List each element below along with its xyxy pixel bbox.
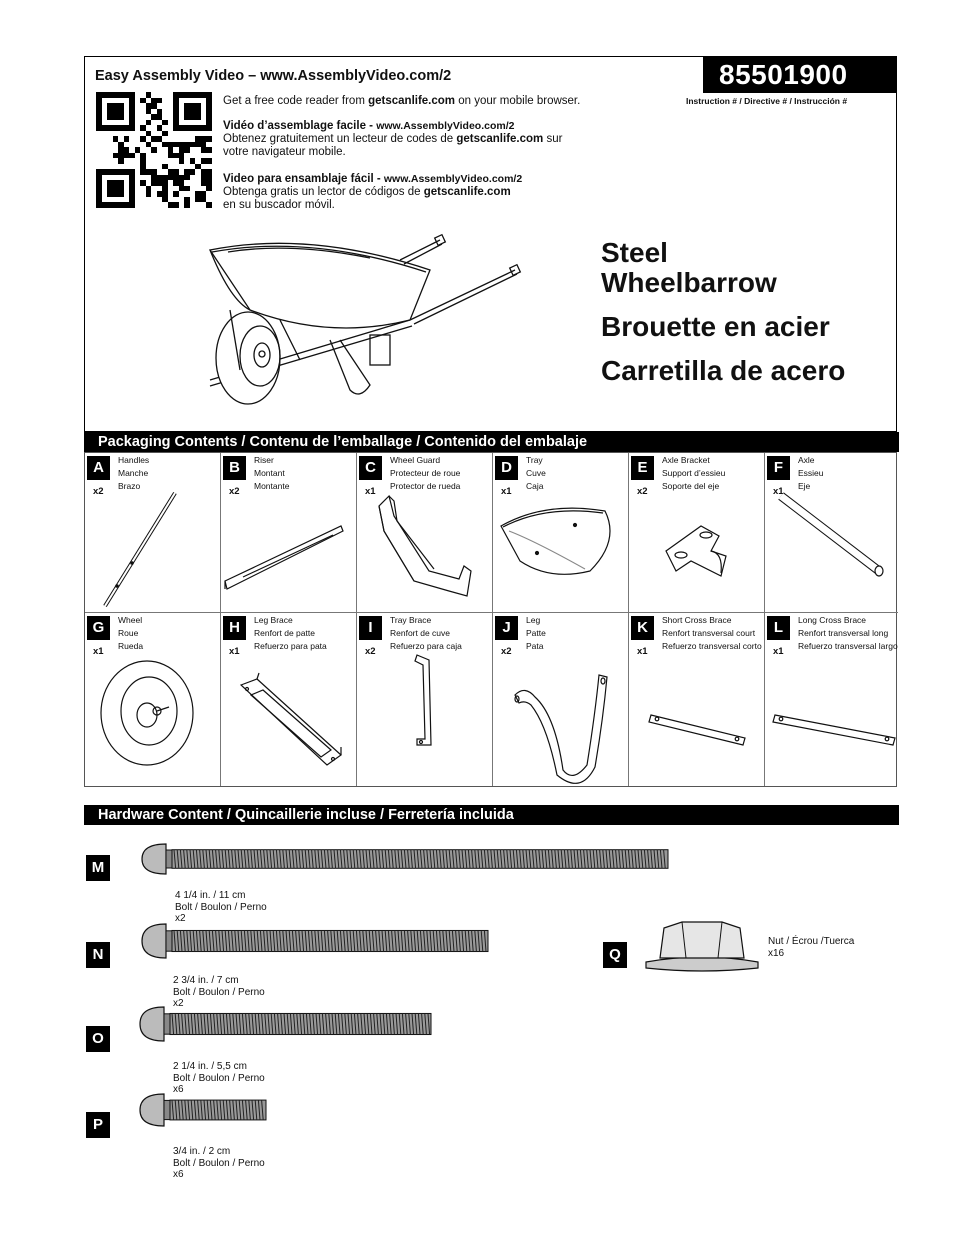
title-spanish: Carretilla de acero [601, 355, 846, 386]
part-letter: G [87, 616, 110, 640]
bolt-size: 2 3/4 in. / 7 cm [173, 975, 239, 986]
part-cell-b [221, 453, 357, 613]
part-a-drawing [87, 481, 217, 611]
nut-desc: Nut / Écrou /Tuerca [768, 936, 855, 947]
part-cell-l [765, 613, 898, 786]
part-quantity: x1 [773, 646, 784, 657]
part-name-line: Tray Brace [390, 615, 432, 625]
part-letter: F [767, 456, 790, 480]
part-cell-h [221, 613, 357, 786]
hardware-letter-q: Q [603, 942, 627, 968]
part-letter: A [87, 456, 110, 480]
part-quantity: x1 [93, 646, 104, 657]
part-name-line: Rueda [118, 641, 144, 651]
part-name-line: Pata [526, 641, 544, 651]
part-letter: E [631, 456, 654, 480]
part-cell-e [629, 453, 765, 613]
part-name-line: Roue [118, 628, 139, 638]
wheelbarrow-illustration [190, 230, 525, 410]
part-quantity: x1 [365, 486, 376, 497]
qr-code-icon[interactable] [96, 92, 212, 208]
part-name-line: Brazo [118, 481, 141, 491]
part-name-line: Long Cross Brace [798, 615, 867, 625]
bolt-qty: x2 [173, 998, 184, 1009]
english-scan-text: Get a free code reader from getscanlife.com on your mobile browser. [223, 95, 581, 107]
part-k-drawing [631, 635, 761, 785]
part-name-line: Eje [798, 481, 811, 491]
part-cell-f [765, 453, 898, 613]
part-j-drawing [495, 635, 625, 785]
instruction-label: Instruction # / Directive # / Instrucción # [686, 96, 848, 106]
bolt-size: 4 1/4 in. / 11 cm [175, 890, 246, 901]
part-i-drawing [359, 635, 489, 785]
part-quantity: x2 [229, 486, 240, 497]
part-cell-a [85, 453, 221, 613]
product-titles [601, 238, 845, 386]
hardware-letter-p: P [86, 1112, 110, 1138]
part-e-drawing [631, 481, 761, 611]
bolt-n-drawing [140, 920, 490, 962]
bolt-p-drawing [138, 1090, 268, 1130]
part-name-line: Support d’essieu [662, 468, 726, 478]
part-quantity: x2 [501, 646, 512, 657]
part-name-line: Renfort transversal court [662, 628, 756, 638]
hardware-letter-o: O [86, 1026, 110, 1052]
bolt-desc: Bolt / Boulon / Perno [173, 986, 265, 998]
part-cell-c [357, 453, 493, 613]
part-letter: H [223, 616, 246, 640]
bolt-o-drawing [138, 1003, 433, 1045]
hardware-heading: Hardware Content / Quincaillerie incluse / Ferretería incluida [84, 805, 899, 825]
part-name-line: Handles [118, 455, 150, 465]
part-name-line: Refuerzo para caja [390, 641, 462, 651]
part-l-drawing [767, 635, 897, 785]
part-quantity: x1 [229, 646, 240, 657]
french-scan-text: Vidéo d’assemblage facile - www.AssemblyVideo.com/2 Obtenez gratuitement un lecteur de codes de getscanlife.com sur votre navigateur mobile. [223, 120, 563, 158]
part-number: 85501900 [703, 57, 897, 93]
bolt-qty: x6 [173, 1084, 184, 1095]
nut-label [768, 936, 854, 959]
bolt-size: 2 1/4 in. / 5,5 cm [173, 1061, 247, 1072]
part-d-drawing [495, 481, 625, 611]
part-name-line: Axle [798, 455, 815, 465]
bolt-qty: x2 [175, 913, 186, 924]
nut-drawing [642, 918, 762, 974]
part-c-drawing [359, 481, 489, 611]
part-name-line: Essieu [798, 468, 824, 478]
video-title[interactable]: Easy Assembly Video – www.AssemblyVideo.com/2 [95, 68, 452, 84]
part-cell-j [493, 613, 629, 786]
part-letter: J [495, 616, 518, 640]
hardware-letter-n: N [86, 942, 110, 968]
part-b-drawing [223, 481, 353, 611]
part-name-line: Montante [254, 481, 290, 491]
part-name-line: Refuerzo transversal corto [662, 641, 762, 651]
title-french: Brouette en acier [601, 311, 830, 342]
part-quantity: x2 [637, 486, 648, 497]
part-name-line: Riser [254, 455, 274, 465]
bolt-qty: x6 [173, 1169, 184, 1180]
part-name-line: Wheel Guard [390, 455, 441, 465]
part-name-line: Renfort transversal long [798, 628, 889, 638]
bolt-m-drawing [140, 840, 670, 878]
hardware-letter-m: M [86, 855, 110, 881]
part-h-drawing [223, 635, 353, 785]
part-name-line: Protecteur de roue [390, 468, 461, 478]
part-name-line: Protector de rueda [390, 481, 461, 491]
part-name-line: Manche [118, 468, 149, 478]
part-letter: K [631, 616, 654, 640]
bolt-desc: Bolt / Boulon / Perno [175, 901, 267, 913]
part-name-line: Leg [526, 615, 541, 625]
part-letter: I [359, 616, 382, 640]
part-name-line: Patte [526, 628, 546, 638]
part-cell-d [493, 453, 629, 613]
title-english-line1: Steel [601, 237, 668, 268]
part-cell-k [629, 613, 765, 786]
spanish-scan-text: Video para ensamblaje fácil - www.AssemblyVideo.com/2 Obtenga gratis un lector de códigos de getscanlife.com en su buscador móvil. [223, 173, 523, 211]
part-name-line: Wheel [118, 615, 143, 625]
part-name-line: Renfort de patte [254, 628, 315, 638]
part-name-line: Soporte del eje [662, 481, 720, 491]
nut-qty: x16 [768, 947, 785, 959]
part-letter: C [359, 456, 382, 480]
bolt-size: 3/4 in. / 2 cm [173, 1146, 231, 1157]
part-letter: D [495, 456, 518, 480]
part-name-line: Cuve [526, 468, 546, 478]
part-name-line: Tray [526, 455, 543, 465]
bolt-desc: Bolt / Boulon / Perno [173, 1072, 265, 1084]
part-f-drawing [767, 481, 897, 611]
part-quantity: x1 [773, 486, 784, 497]
part-name-line: Caja [526, 481, 544, 491]
part-name-line: Refuerzo transversal largo [798, 641, 898, 651]
part-name-line: Leg Brace [254, 615, 293, 625]
part-letter: B [223, 456, 246, 480]
part-name-line: Short Cross Brace [662, 615, 732, 625]
packaging-grid [84, 452, 897, 787]
part-name-line: Axle Bracket [662, 455, 710, 465]
part-cell-g [85, 613, 221, 786]
part-g-drawing [87, 635, 217, 785]
bolt-p-label [173, 1146, 265, 1181]
part-name-line: Renfort de cuve [390, 628, 451, 638]
packaging-heading: Packaging Contents / Contenu de l’emballage / Contenido del embalaje [84, 432, 899, 452]
bolt-desc: Bolt / Boulon / Perno [173, 1157, 265, 1169]
part-letter: L [767, 616, 790, 640]
part-name-line: Refuerzo para pata [254, 641, 327, 651]
title-english-line2: Wheelbarrow [601, 267, 777, 298]
part-quantity: x2 [365, 646, 376, 657]
part-quantity: x1 [637, 646, 648, 657]
part-quantity: x1 [501, 486, 512, 497]
part-quantity: x2 [93, 486, 104, 497]
part-cell-i [357, 613, 493, 786]
part-name-line: Montant [254, 468, 285, 478]
